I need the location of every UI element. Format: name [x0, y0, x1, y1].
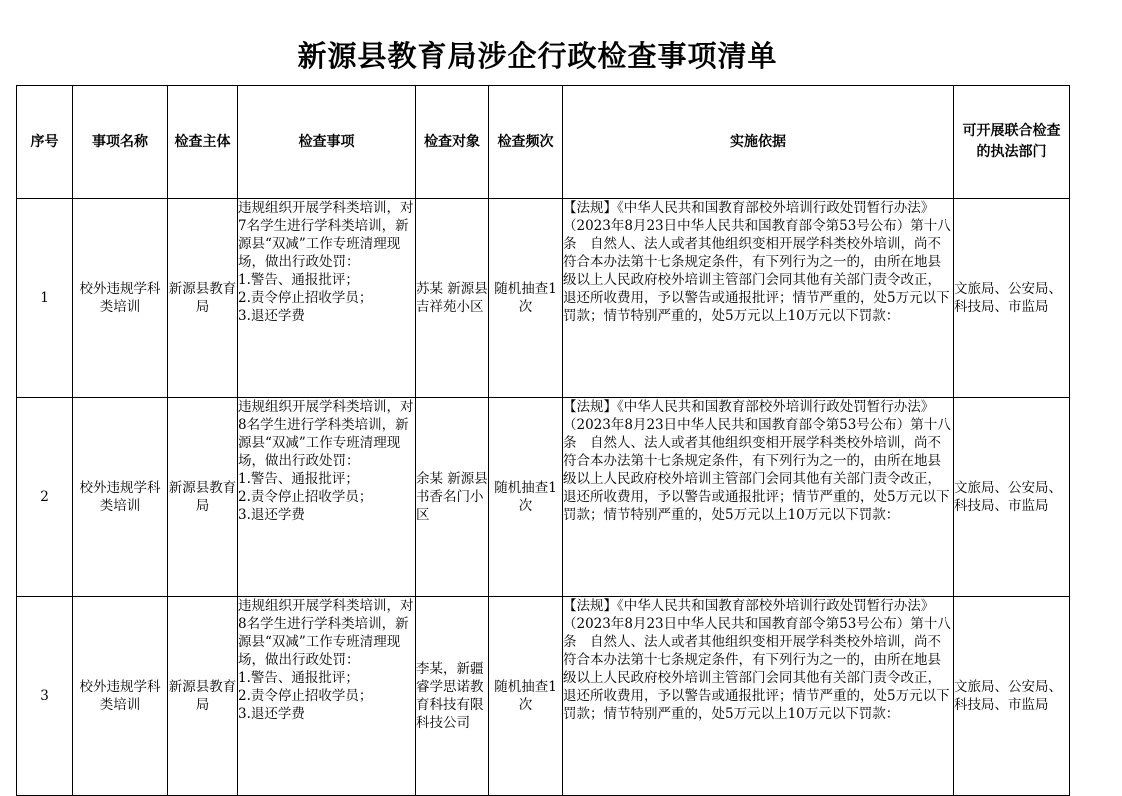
cell-index: 3 — [17, 597, 73, 796]
matter-penalty-2: 2.责令停止招收学员； — [238, 688, 373, 704]
header-matter: 检查事项 — [238, 86, 416, 199]
header-subject: 检查主体 — [168, 86, 238, 199]
matter-penalty-2: 2.责令停止招收学员； — [238, 290, 373, 306]
cell-basis: 【法规】《中华人民共和国教育部校外培训行政处罚暂行办法》（2023年8月23日中华人民共和国教育部令第53号公布）第十八条 自然人、法人或者其他组织变相开展学科类校外培训，尚不符合本办法第十七条规定条件，有下列行为之一的，由所在地县级以上人民政府校外培训主管部门会同其他有关部门责令改正，退还所收费用，予以警告或通报批评；情节严重的，处5万元以下罚款；情节特别严重的，处5万元以上10万元以下罚款： — [563, 199, 954, 398]
cell-frequency: 随机抽查1次 — [489, 597, 563, 796]
matter-penalty-2: 2.责令停止招收学员； — [238, 489, 373, 505]
header-joint-departments: 可开展联合检查的执法部门 — [954, 86, 1070, 199]
matter-intro: 违规组织开展学科类培训，对8名学生进行学科类培训，新源县“双减”工作专班清理现场，做出行政处罚： — [238, 598, 414, 668]
cell-joint-departments: 文旅局、公安局、科技局、市监局 — [954, 199, 1070, 398]
cell-basis: 【法规】《中华人民共和国教育部校外培训行政处罚暂行办法》（2023年8月23日中华人民共和国教育部令第53号公布）第十八条 自然人、法人或者其他组织变相开展学科类校外培训，尚不符合本办法第十七条规定条件，有下列行为之一的，由所在地县级以上人民政府校外培训主管部门会同其他有关部门责令改正，退还所收费用，予以警告或通报批评；情节严重的，处5万元以下罚款；情节特别严重的，处5万元以上10万元以下罚款： — [563, 597, 954, 796]
cell-matter — [238, 597, 416, 796]
cell-item-name: 校外违规学科类培训 — [73, 597, 168, 796]
table-row — [17, 597, 1070, 796]
header-basis: 实施依据 — [563, 86, 954, 199]
header-row — [17, 86, 1070, 199]
cell-index: 2 — [17, 398, 73, 597]
header-target: 检查对象 — [416, 86, 489, 199]
cell-target: 余某 新源县书香名门小区 — [416, 398, 489, 597]
cell-joint-departments: 文旅局、公安局、科技局、市监局 — [954, 597, 1070, 796]
document-title: 新源县教育局涉企行政检查事项清单 — [297, 39, 778, 73]
cell-subject: 新源县教育局 — [168, 398, 238, 597]
cell-matter — [238, 398, 416, 597]
cell-frequency: 随机抽查1次 — [489, 398, 563, 597]
table-row — [17, 199, 1070, 398]
table-row — [17, 398, 1070, 597]
matter-intro: 违规组织开展学科类培训，对8名学生进行学科类培训，新源县“双减”工作专班清理现场，做出行政处罚： — [238, 399, 414, 469]
cell-subject: 新源县教育局 — [168, 597, 238, 796]
cell-item-name: 校外违规学科类培训 — [73, 199, 168, 398]
header-item-name: 事项名称 — [73, 86, 168, 199]
cell-target: 李某，新疆睿学思诺教育科技有限科技公司 — [416, 597, 489, 796]
matter-penalty-3: 3.退还学费 — [238, 507, 305, 523]
matter-penalty-3: 3.退还学费 — [238, 308, 305, 324]
header-frequency: 检查频次 — [489, 86, 563, 199]
cell-frequency: 随机抽查1次 — [489, 199, 563, 398]
matter-penalty-1: 1.警告、通报批评； — [238, 272, 359, 288]
cell-subject: 新源县教育局 — [168, 199, 238, 398]
cell-target: 苏某 新源县吉祥苑小区 — [416, 199, 489, 398]
cell-matter — [238, 199, 416, 398]
matter-penalty-1: 1.警告、通报批评； — [238, 670, 359, 686]
matter-penalty-1: 1.警告、通报批评； — [238, 471, 359, 487]
matter-intro: 违规组织开展学科类培训，对7名学生进行学科类培训，新源县“双减”工作专班清理现场，做出行政处罚： — [238, 200, 414, 270]
cell-joint-departments: 文旅局、公安局、科技局、市监局 — [954, 398, 1070, 597]
matter-penalty-3: 3.退还学费 — [238, 706, 305, 722]
inspection-table — [16, 85, 1070, 796]
cell-index: 1 — [17, 199, 73, 398]
header-index: 序号 — [17, 86, 73, 199]
cell-basis: 【法规】《中华人民共和国教育部校外培训行政处罚暂行办法》（2023年8月23日中华人民共和国教育部令第53号公布）第十八条 自然人、法人或者其他组织变相开展学科类校外培训，尚不符合本办法第十七条规定条件，有下列行为之一的，由所在地县级以上人民政府校外培训主管部门会同其他有关部门责令改正，退还所收费用，予以警告或通报批评；情节严重的，处5万元以下罚款；情节特别严重的，处5万元以上10万元以下罚款： — [563, 398, 954, 597]
cell-item-name: 校外违规学科类培训 — [73, 398, 168, 597]
